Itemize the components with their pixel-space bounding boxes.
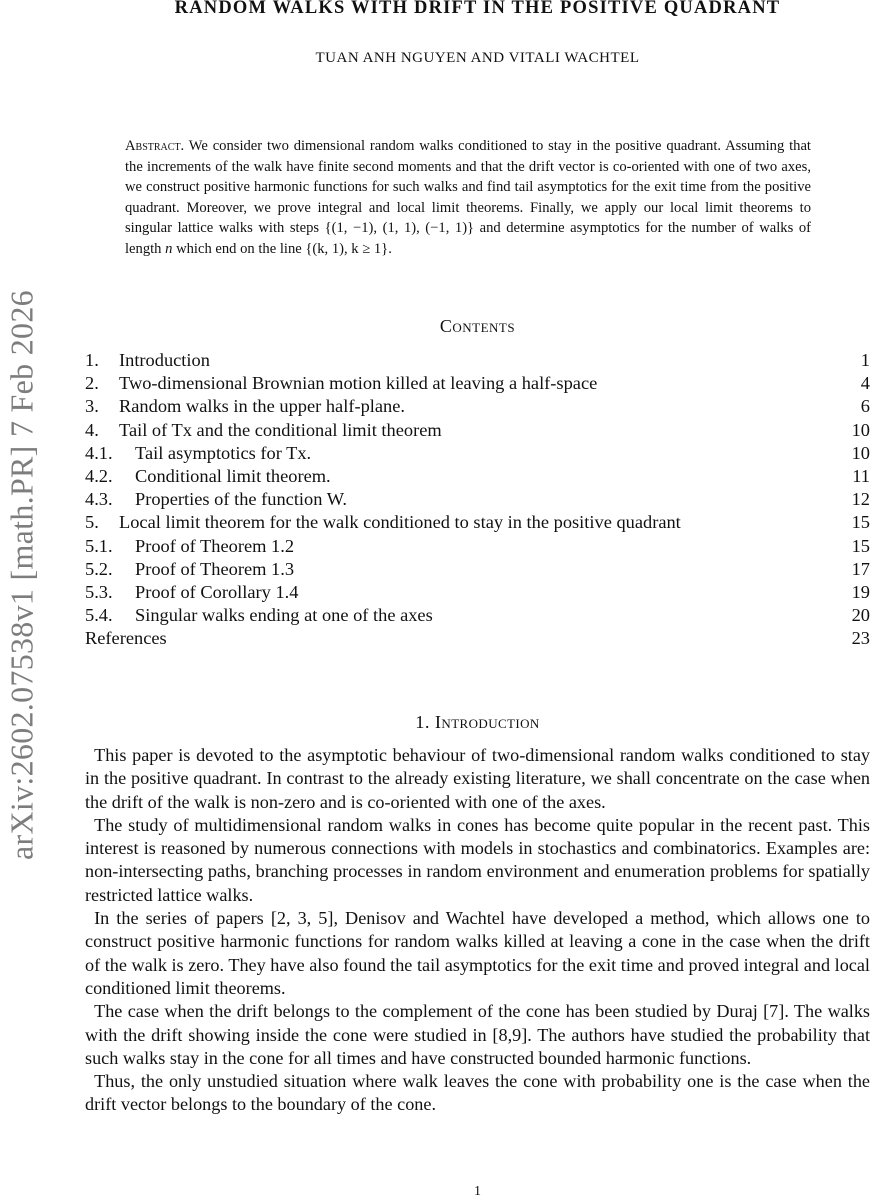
introduction-body [85, 744, 870, 1117]
toc-entry[interactable] [85, 604, 870, 627]
toc-entry-number: 3. [85, 396, 99, 417]
toc-entry-title: Random walks in the upper half-plane. [119, 396, 405, 417]
abstract [125, 136, 811, 259]
toc-entry-title: Proof of Corollary 1.4 [135, 581, 299, 602]
abstract-text: and determine asymptotics for the number of walks of length [125, 220, 811, 257]
toc-entry-number: 5.4. [85, 605, 113, 626]
paper-authors: TUAN ANH NGUYEN AND VITALI WACHTEL [315, 50, 640, 66]
arxiv-identifier[interactable]: arXiv:2602.07538v1 [math.PR] 7 Feb 2026 [3, 290, 40, 860]
toc-entry-number: 5. [85, 512, 99, 533]
toc-entry[interactable] [85, 535, 870, 558]
toc-entry-title: Proof of Theorem 1.2 [135, 535, 295, 556]
toc-entry[interactable] [85, 558, 870, 581]
toc-entry-title: Conditional limit theorem. [135, 465, 331, 486]
body-paragraph: The case when the drift belongs to the complement of the cone has been studied by Duraj [7]. The walks with the drift showing inside the cone were studied in [8,9]. The authors have studied the probability that such walks stay in the cone for all times and have constructed bounded harmonic functions. [85, 1001, 870, 1068]
section-title: Introduction [434, 712, 540, 732]
toc-entry[interactable] [85, 372, 870, 395]
page-number: 1 [474, 1184, 481, 1199]
arxiv-watermark [2, 255, 42, 895]
contents-heading: Contents [439, 316, 516, 336]
toc-entry-title: Properties of the function W. [135, 489, 347, 510]
paper-title: RANDOM WALKS WITH DRIFT IN THE POSITIVE QUADRANT [174, 0, 781, 18]
toc-entry-page: 6 [860, 396, 870, 417]
abstract-var-n: n [165, 240, 173, 257]
body-paragraph: In the series of papers [2, 3, 5], Denisov and Wachtel have developed a method, which allows one to construct positive harmonic functions for random walks killed at leaving a cone in the case when the drift of the walk is zero. They have also found the tail asymptotics for the exit time and proved integral and local conditioned limit theorems. [85, 908, 870, 998]
abstract-text: . [388, 240, 392, 257]
toc-entry-page: 20 [851, 605, 870, 626]
toc-entry[interactable] [85, 349, 870, 372]
toc-entry-page: 15 [851, 512, 870, 533]
toc-entry-number: 5.1. [85, 535, 113, 556]
toc-entry[interactable] [85, 511, 870, 534]
section-heading [85, 712, 870, 733]
abstract-steps-set: {(1, −1), (1, 1), (−1, 1)} [324, 220, 475, 236]
table-of-contents [85, 349, 870, 650]
toc-entry-page: 17 [851, 558, 870, 579]
toc-entry-page: 12 [851, 489, 870, 510]
body-paragraph: This paper is devoted to the asymptotic behaviour of two-dimensional random walks conditioned to stay in the positive quadrant. In contrast to the already existing literature, we shall concentrate on the case when the drift of the walk is non-zero and is co-oriented with one of the axes. [85, 745, 870, 812]
toc-entry-references[interactable] [85, 627, 870, 650]
toc-entry-number: 4.1. [85, 442, 113, 463]
toc-entry[interactable] [85, 581, 870, 604]
abstract-label: Abstract. [125, 138, 185, 154]
toc-entry-number: 1. [85, 350, 99, 370]
toc-entry-title: Proof of Theorem 1.3 [135, 558, 295, 579]
toc-entry[interactable] [85, 395, 870, 418]
toc-entry-number: 2. [85, 373, 99, 394]
section-number: 1. [415, 712, 430, 732]
toc-entry-page: 10 [851, 442, 870, 463]
toc-entry-number: 4.3. [85, 489, 113, 510]
toc-entry-page: 4 [860, 373, 870, 394]
toc-entry-title: References [85, 628, 167, 649]
toc-entry-title: Local limit theorem for the walk conditioned to stay in the positive quadrant [119, 512, 681, 533]
toc-entry-page: 19 [851, 581, 870, 602]
toc-entry-number: 5.2. [85, 558, 113, 579]
toc-entry[interactable] [85, 442, 870, 465]
toc-entry-number: 4.2. [85, 465, 113, 486]
toc-entry-page: 23 [851, 628, 870, 649]
abstract-text: which end on the line [172, 240, 306, 257]
toc-entry[interactable] [85, 488, 870, 511]
body-paragraph: Thus, the only unstudied situation where walk leaves the cone with probability one is the case when the drift vector belongs to the boundary of the cone. [85, 1071, 870, 1115]
toc-entry-number: 4. [85, 419, 99, 440]
toc-entry-title: Two-dimensional Brownian motion killed at leaving a half-space [119, 373, 598, 394]
toc-entry-page: 11 [852, 465, 870, 486]
toc-entry-title: Singular walks ending at one of the axes [135, 605, 433, 626]
toc-entry-page: 1 [860, 350, 870, 370]
toc-entry-title: Tail of Tx and the conditional limit theorem [119, 419, 442, 440]
body-paragraph: The study of multidimensional random walks in cones has become quite popular in the recent past. This interest is reasoned by numerous connections with models in stochastics and combinatorics. Examples are: non-intersecting paths, branching processes in random environment and enumeration problems for spatially restricted lattice walks. [85, 814, 870, 905]
toc-entry-title: Tail asymptotics for Tx. [135, 442, 312, 463]
toc-entry-number: 5.3. [85, 581, 113, 602]
toc-entry-page: 10 [851, 419, 870, 440]
abstract-text: We consider two dimensional random walks conditioned to stay in the positive quadrant. Assuming that the increments of the walk have finite second moments and that the drift vector is co-oriented with one of two axes, we construct positive harmonic functions for such walks and find tail asymptotics for the exit time from the positive quadrant. Moreover, we prove integral and local limit theorems. Finally, we apply our local limit theorems to singular lattice walks with steps [125, 138, 811, 236]
toc-entry-page: 15 [851, 535, 870, 556]
toc-entry[interactable] [85, 419, 870, 442]
abstract-line-set: {(k, 1), k ≥ 1} [305, 240, 389, 257]
toc-entry-title: Introduction [119, 350, 210, 370]
toc-entry[interactable] [85, 465, 870, 488]
